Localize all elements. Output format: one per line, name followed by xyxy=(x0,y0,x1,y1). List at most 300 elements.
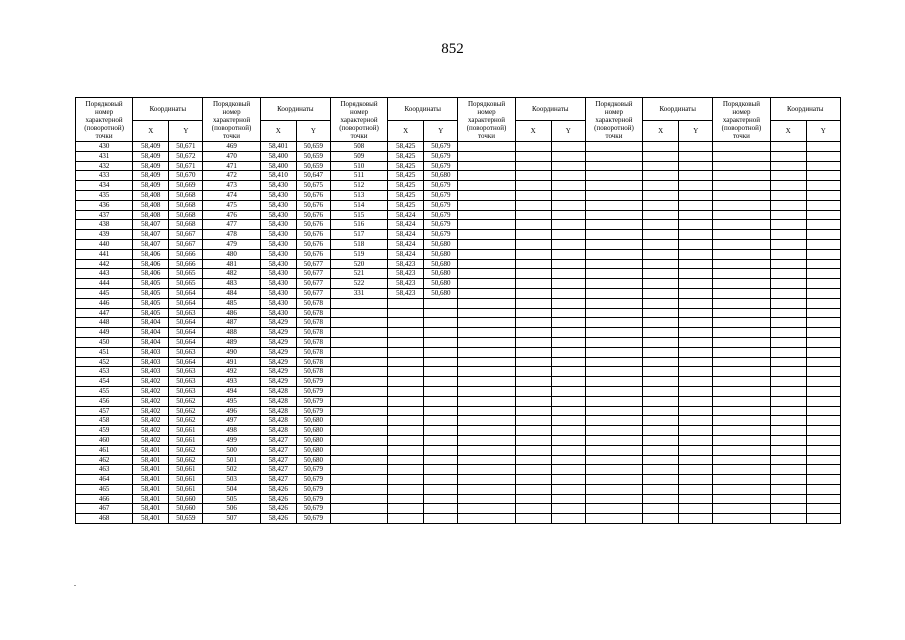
x-cell xyxy=(515,308,551,318)
x-cell: 58,401 xyxy=(133,514,169,524)
point-number-cell: 471 xyxy=(203,161,260,171)
point-number-cell: 453 xyxy=(76,367,133,377)
y-cell xyxy=(806,210,840,220)
point-number-cell xyxy=(585,445,642,455)
y-cell xyxy=(551,220,585,230)
x-cell: 58,430 xyxy=(260,200,296,210)
x-cell: 58,401 xyxy=(133,475,169,485)
point-number-cell xyxy=(585,151,642,161)
table-row xyxy=(76,239,841,249)
y-cell: 50,663 xyxy=(169,367,203,377)
x-cell xyxy=(770,220,806,230)
point-number-cell: 498 xyxy=(203,426,260,436)
point-number-cell xyxy=(713,367,770,377)
x-cell xyxy=(388,406,424,416)
x-cell xyxy=(515,455,551,465)
point-number-cell xyxy=(330,377,387,387)
point-number-cell: 493 xyxy=(203,377,260,387)
x-cell xyxy=(515,328,551,338)
y-cell xyxy=(806,494,840,504)
header-point-number: Порядковый номер характерной (поворотной) точки xyxy=(76,98,133,142)
point-number-cell xyxy=(458,142,515,152)
y-cell xyxy=(806,426,840,436)
point-number-cell: 465 xyxy=(76,484,133,494)
y-cell: 50,680 xyxy=(424,279,458,289)
x-cell xyxy=(643,357,679,367)
y-cell xyxy=(551,269,585,279)
x-cell: 58,405 xyxy=(133,288,169,298)
x-cell: 58,408 xyxy=(133,200,169,210)
y-cell: 50,680 xyxy=(296,455,330,465)
y-cell: 50,669 xyxy=(169,181,203,191)
point-number-cell xyxy=(330,435,387,445)
point-number-cell xyxy=(458,435,515,445)
point-number-cell xyxy=(713,161,770,171)
point-number-cell xyxy=(713,494,770,504)
point-number-cell: 472 xyxy=(203,171,260,181)
x-cell: 58,402 xyxy=(133,416,169,426)
point-number-cell xyxy=(713,279,770,289)
x-cell xyxy=(770,318,806,328)
point-number-cell xyxy=(585,161,642,171)
point-number-cell xyxy=(585,377,642,387)
point-number-cell xyxy=(585,200,642,210)
x-cell xyxy=(770,347,806,357)
y-cell xyxy=(679,406,713,416)
y-cell xyxy=(679,288,713,298)
x-cell xyxy=(388,386,424,396)
point-number-cell xyxy=(458,239,515,249)
point-number-cell xyxy=(330,328,387,338)
y-cell xyxy=(551,288,585,298)
point-number-cell xyxy=(585,367,642,377)
point-number-cell: 514 xyxy=(330,200,387,210)
x-cell xyxy=(643,347,679,357)
x-cell: 58,406 xyxy=(133,249,169,259)
point-number-cell xyxy=(585,279,642,289)
y-cell xyxy=(679,318,713,328)
table-row xyxy=(76,475,841,485)
y-cell xyxy=(424,328,458,338)
x-cell xyxy=(770,298,806,308)
y-cell xyxy=(806,239,840,249)
x-cell xyxy=(643,377,679,387)
point-number-cell xyxy=(585,426,642,436)
y-cell xyxy=(551,445,585,455)
point-number-cell xyxy=(458,445,515,455)
x-cell xyxy=(770,279,806,289)
point-number-cell: 466 xyxy=(76,494,133,504)
y-cell xyxy=(679,514,713,524)
x-cell xyxy=(515,386,551,396)
y-cell xyxy=(679,249,713,259)
x-cell: 58,402 xyxy=(133,386,169,396)
point-number-cell xyxy=(458,475,515,485)
point-number-cell: 512 xyxy=(330,181,387,191)
point-number-cell: 502 xyxy=(203,465,260,475)
point-number-cell xyxy=(458,396,515,406)
point-number-cell xyxy=(458,161,515,171)
table-row xyxy=(76,328,841,338)
point-number-cell xyxy=(458,308,515,318)
point-number-cell xyxy=(713,269,770,279)
x-cell xyxy=(388,504,424,514)
x-cell: 58,430 xyxy=(260,190,296,200)
table-row xyxy=(76,210,841,220)
x-cell: 58,400 xyxy=(260,151,296,161)
x-cell xyxy=(515,318,551,328)
y-cell: 50,659 xyxy=(169,514,203,524)
x-cell xyxy=(515,504,551,514)
x-cell xyxy=(770,230,806,240)
point-number-cell xyxy=(458,357,515,367)
point-number-cell xyxy=(458,367,515,377)
point-number-cell: 446 xyxy=(76,298,133,308)
y-cell: 50,678 xyxy=(296,337,330,347)
point-number-cell: 483 xyxy=(203,279,260,289)
y-cell xyxy=(679,357,713,367)
y-cell xyxy=(806,377,840,387)
x-cell: 58,400 xyxy=(260,161,296,171)
point-number-cell: 442 xyxy=(76,259,133,269)
y-cell: 50,679 xyxy=(424,220,458,230)
x-cell: 58,402 xyxy=(133,435,169,445)
y-cell xyxy=(806,220,840,230)
y-cell xyxy=(806,504,840,514)
y-cell xyxy=(551,200,585,210)
point-number-cell xyxy=(585,484,642,494)
point-number-cell: 467 xyxy=(76,504,133,514)
header-x: X xyxy=(260,121,296,142)
x-cell: 58,429 xyxy=(260,328,296,338)
point-number-cell xyxy=(713,416,770,426)
header-coordinates: Координаты xyxy=(643,98,713,121)
x-cell xyxy=(770,484,806,494)
point-number-cell: 477 xyxy=(203,220,260,230)
point-number-cell: 445 xyxy=(76,288,133,298)
table-row xyxy=(76,230,841,240)
x-cell xyxy=(643,161,679,171)
y-cell xyxy=(551,230,585,240)
y-cell xyxy=(424,455,458,465)
point-number-cell: 489 xyxy=(203,337,260,347)
point-number-cell xyxy=(713,210,770,220)
point-number-cell: 441 xyxy=(76,249,133,259)
point-number-cell xyxy=(458,377,515,387)
y-cell: 50,661 xyxy=(169,435,203,445)
table-row xyxy=(76,406,841,416)
y-cell xyxy=(679,328,713,338)
point-number-cell xyxy=(585,142,642,152)
y-cell: 50,664 xyxy=(169,298,203,308)
point-number-cell: 450 xyxy=(76,337,133,347)
y-cell: 50,679 xyxy=(296,386,330,396)
coordinates-table xyxy=(75,97,841,524)
y-cell: 50,675 xyxy=(296,181,330,191)
x-cell: 58,424 xyxy=(388,210,424,220)
y-cell: 50,680 xyxy=(296,435,330,445)
y-cell xyxy=(806,288,840,298)
point-number-cell: 447 xyxy=(76,308,133,318)
table-row xyxy=(76,249,841,259)
y-cell: 50,661 xyxy=(169,426,203,436)
table-row xyxy=(76,455,841,465)
point-number-cell xyxy=(713,465,770,475)
y-cell xyxy=(806,514,840,524)
point-number-cell xyxy=(713,426,770,436)
point-number-cell xyxy=(585,416,642,426)
point-number-cell xyxy=(458,416,515,426)
x-cell xyxy=(515,269,551,279)
x-cell xyxy=(643,142,679,152)
y-cell xyxy=(551,190,585,200)
x-cell xyxy=(515,475,551,485)
point-number-cell xyxy=(458,190,515,200)
point-number-cell xyxy=(330,406,387,416)
y-cell xyxy=(551,151,585,161)
point-number-cell xyxy=(330,318,387,328)
x-cell xyxy=(515,484,551,494)
x-cell xyxy=(515,357,551,367)
point-number-cell: 434 xyxy=(76,181,133,191)
table-row xyxy=(76,416,841,426)
y-cell xyxy=(424,337,458,347)
y-cell xyxy=(806,337,840,347)
table-row xyxy=(76,288,841,298)
y-cell xyxy=(679,504,713,514)
y-cell xyxy=(424,475,458,485)
y-cell xyxy=(551,337,585,347)
point-number-cell: 507 xyxy=(203,514,260,524)
y-cell xyxy=(424,494,458,504)
x-cell: 58,430 xyxy=(260,308,296,318)
point-number-cell: 497 xyxy=(203,416,260,426)
x-cell xyxy=(643,465,679,475)
x-cell xyxy=(388,367,424,377)
point-number-cell xyxy=(330,308,387,318)
y-cell xyxy=(806,435,840,445)
x-cell: 58,428 xyxy=(260,406,296,416)
x-cell xyxy=(515,445,551,455)
point-number-cell: 490 xyxy=(203,347,260,357)
x-cell xyxy=(643,249,679,259)
x-cell xyxy=(770,200,806,210)
x-cell: 58,430 xyxy=(260,298,296,308)
x-cell: 58,425 xyxy=(388,171,424,181)
y-cell: 50,679 xyxy=(424,190,458,200)
x-cell xyxy=(770,416,806,426)
x-cell: 58,404 xyxy=(133,328,169,338)
point-number-cell xyxy=(585,386,642,396)
point-number-cell xyxy=(458,347,515,357)
x-cell: 58,426 xyxy=(260,494,296,504)
y-cell xyxy=(551,279,585,289)
point-number-cell: 448 xyxy=(76,318,133,328)
point-number-cell xyxy=(585,210,642,220)
x-cell xyxy=(515,200,551,210)
y-cell xyxy=(806,367,840,377)
x-cell: 58,423 xyxy=(388,259,424,269)
x-cell: 58,426 xyxy=(260,484,296,494)
table-row xyxy=(76,445,841,455)
x-cell: 58,427 xyxy=(260,465,296,475)
header-y: Y xyxy=(551,121,585,142)
point-number-cell xyxy=(713,455,770,465)
y-cell: 50,679 xyxy=(424,210,458,220)
point-number-cell xyxy=(713,308,770,318)
y-cell: 50,668 xyxy=(169,200,203,210)
point-number-cell: 438 xyxy=(76,220,133,230)
point-number-cell xyxy=(585,435,642,445)
y-cell xyxy=(679,142,713,152)
y-cell xyxy=(424,465,458,475)
point-number-cell: 463 xyxy=(76,465,133,475)
point-number-cell: 451 xyxy=(76,347,133,357)
y-cell xyxy=(551,210,585,220)
point-number-cell xyxy=(713,406,770,416)
y-cell xyxy=(806,181,840,191)
point-number-cell: 430 xyxy=(76,142,133,152)
table-row xyxy=(76,386,841,396)
table-row xyxy=(76,426,841,436)
y-cell: 50,679 xyxy=(296,465,330,475)
table-row xyxy=(76,142,841,152)
y-cell xyxy=(679,210,713,220)
y-cell xyxy=(806,406,840,416)
y-cell xyxy=(806,200,840,210)
x-cell xyxy=(770,377,806,387)
y-cell: 50,664 xyxy=(169,328,203,338)
x-cell: 58,429 xyxy=(260,367,296,377)
y-cell xyxy=(806,484,840,494)
x-cell xyxy=(515,249,551,259)
point-number-cell: 474 xyxy=(203,190,260,200)
point-number-cell xyxy=(713,298,770,308)
table-row xyxy=(76,465,841,475)
point-number-cell: 506 xyxy=(203,504,260,514)
y-cell: 50,671 xyxy=(169,161,203,171)
y-cell: 50,676 xyxy=(296,249,330,259)
page-number: 852 xyxy=(441,41,464,57)
point-number-cell xyxy=(458,279,515,289)
x-cell xyxy=(643,406,679,416)
x-cell xyxy=(770,386,806,396)
point-number-cell: 460 xyxy=(76,435,133,445)
point-number-cell xyxy=(585,318,642,328)
point-number-cell xyxy=(458,171,515,181)
y-cell xyxy=(679,298,713,308)
x-cell: 58,409 xyxy=(133,171,169,181)
x-cell xyxy=(770,249,806,259)
y-cell xyxy=(551,504,585,514)
x-cell xyxy=(643,181,679,191)
point-number-cell: 431 xyxy=(76,151,133,161)
y-cell xyxy=(679,200,713,210)
point-number-cell xyxy=(713,386,770,396)
y-cell xyxy=(806,357,840,367)
point-number-cell: 473 xyxy=(203,181,260,191)
y-cell xyxy=(806,318,840,328)
y-cell: 50,679 xyxy=(424,181,458,191)
y-cell xyxy=(806,151,840,161)
point-number-cell: 331 xyxy=(330,288,387,298)
y-cell: 50,678 xyxy=(296,298,330,308)
table-row xyxy=(76,367,841,377)
point-number-cell: 459 xyxy=(76,426,133,436)
x-cell xyxy=(770,357,806,367)
point-number-cell: 478 xyxy=(203,230,260,240)
point-number-cell: 499 xyxy=(203,435,260,445)
y-cell xyxy=(424,396,458,406)
y-cell: 50,680 xyxy=(424,259,458,269)
x-cell: 58,409 xyxy=(133,161,169,171)
header-coordinates: Координаты xyxy=(388,98,458,121)
x-cell xyxy=(770,475,806,485)
y-cell xyxy=(424,298,458,308)
y-cell: 50,659 xyxy=(296,151,330,161)
point-number-cell xyxy=(713,200,770,210)
point-number-cell: 476 xyxy=(203,210,260,220)
y-cell xyxy=(551,328,585,338)
point-number-cell xyxy=(713,328,770,338)
header-x: X xyxy=(388,121,424,142)
header-y: Y xyxy=(806,121,840,142)
x-cell xyxy=(515,298,551,308)
point-number-cell xyxy=(330,494,387,504)
header-point-number: Порядковый номер характерной (поворотной) точки xyxy=(458,98,515,142)
y-cell xyxy=(679,171,713,181)
y-cell: 50,660 xyxy=(169,504,203,514)
point-number-cell: 519 xyxy=(330,249,387,259)
y-cell xyxy=(806,416,840,426)
point-number-cell: 509 xyxy=(330,151,387,161)
point-number-cell: 458 xyxy=(76,416,133,426)
point-number-cell xyxy=(458,514,515,524)
y-cell xyxy=(424,318,458,328)
point-number-cell: 454 xyxy=(76,377,133,387)
x-cell: 58,401 xyxy=(133,504,169,514)
point-number-cell xyxy=(585,357,642,367)
y-cell: 50,678 xyxy=(296,367,330,377)
point-number-cell xyxy=(585,328,642,338)
x-cell: 58,408 xyxy=(133,210,169,220)
x-cell xyxy=(770,142,806,152)
x-cell: 58,407 xyxy=(133,239,169,249)
header-x: X xyxy=(133,121,169,142)
point-number-cell xyxy=(585,220,642,230)
y-cell: 50,676 xyxy=(296,239,330,249)
x-cell: 58,425 xyxy=(388,161,424,171)
x-cell xyxy=(770,396,806,406)
x-cell xyxy=(515,142,551,152)
point-number-cell: 521 xyxy=(330,269,387,279)
point-number-cell xyxy=(585,298,642,308)
x-cell xyxy=(515,279,551,289)
x-cell xyxy=(770,288,806,298)
point-number-cell: 455 xyxy=(76,386,133,396)
point-number-cell: 480 xyxy=(203,249,260,259)
point-number-cell xyxy=(585,249,642,259)
point-number-cell: 505 xyxy=(203,494,260,504)
y-cell xyxy=(806,298,840,308)
y-cell xyxy=(424,377,458,387)
y-cell xyxy=(679,377,713,387)
x-cell xyxy=(515,435,551,445)
x-cell xyxy=(388,347,424,357)
point-number-cell xyxy=(458,249,515,259)
x-cell: 58,404 xyxy=(133,337,169,347)
point-number-cell xyxy=(713,514,770,524)
